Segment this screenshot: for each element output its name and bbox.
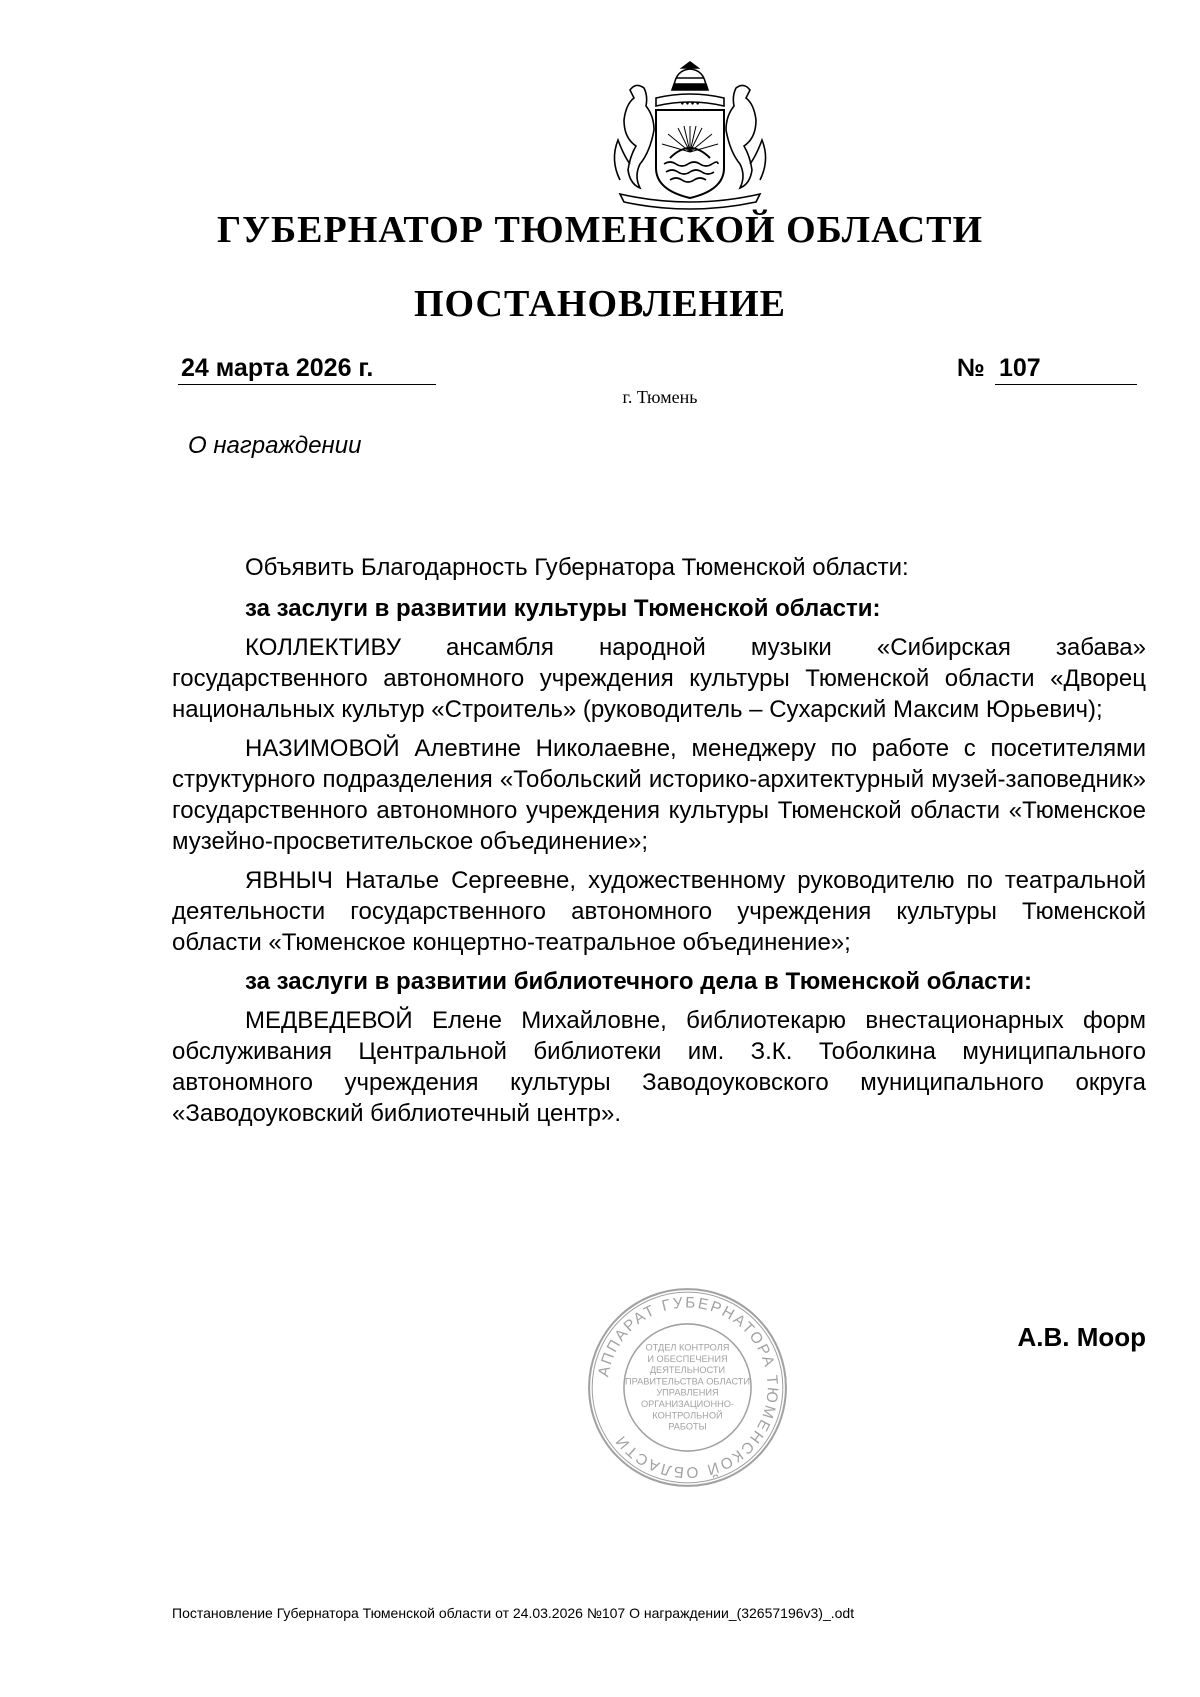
document-number bbox=[957, 352, 1141, 385]
section-heading-culture: за заслуги в развитии культуры Тюменской области: bbox=[245, 595, 881, 622]
svg-text:ДЕЯТЕЛЬНОСТИ: ДЕЯТЕЛЬНОСТИ bbox=[649, 1365, 726, 1376]
file-footer: Постановление Губернатора Тюменской области от 24.03.2026 №107 О награждении_(32657196v3)_.odt bbox=[172, 1605, 855, 1621]
svg-text:ОТДЕЛ КОНТРОЛЯ: ОТДЕЛ КОНТРОЛЯ bbox=[645, 1342, 730, 1353]
number-value: 107 bbox=[995, 352, 1137, 385]
award-item: НАЗИМОВОЙ Алевтине Николаевне, менеджеру по работе с посетителями структурного подразделения «Тобольский историко-архитектурный музей-заповедник» государственного автономного учреждения культуры Тюменской области «Тюменское музейно-просветительское объединение»; bbox=[172, 735, 1146, 855]
date-value: 24 марта 2026 г. bbox=[181, 354, 374, 382]
svg-text:АППАРАТ ГУБЕРНАТОРА ТЮМЕНСКОЙ: АППАРАТ ГУБЕРНАТОРА ТЮМЕНСКОЙ ОБЛАСТИ bbox=[595, 1294, 781, 1481]
signatory-name: А.В. Моор bbox=[1017, 1322, 1146, 1352]
number-label: № bbox=[957, 354, 985, 382]
document-date bbox=[178, 352, 436, 385]
svg-text:И ОБЕСПЕЧЕНИЯ: И ОБЕСПЕЧЕНИЯ bbox=[647, 1353, 728, 1364]
svg-text:● ● ● ●: ● ● ● ● bbox=[680, 101, 700, 107]
svg-text:РАБОТЫ: РАБОТЫ bbox=[668, 1421, 707, 1432]
section-heading-library: за заслуги в развитии библиотечного дела в Тюменской области: bbox=[245, 968, 1033, 995]
city: г. Тюмень bbox=[622, 387, 698, 407]
award-item: КОЛЛЕКТИВУ ансамбля народной музыки «Сибирская забава» государственного автономного учреждения культуры Тюменской области «Дворец национальных культур «Строитель» (руководитель – Сухарский Максим Юрьевич); bbox=[172, 634, 1146, 723]
svg-text:КОНТРОЛЬНОЙ: КОНТРОЛЬНОЙ bbox=[652, 1410, 723, 1421]
award-item: МЕДВЕДЕВОЙ Елене Михайловне, библиотекарю внестационарных форм обслуживания Центральной библиотеки им. З.К. Тоболкина муниципального автономного учреждения культуры Заводоуковского муниципального округа «Заводоуковский библиотечный центр». bbox=[172, 1007, 1146, 1127]
organization-title: ГУБЕРНАТОР ТЮМЕНСКОЙ ОБЛАСТИ bbox=[216, 209, 984, 251]
official-seal-icon bbox=[585, 1285, 790, 1490]
intro-paragraph: Объявить Благодарность Губернатора Тюменской области: bbox=[245, 554, 909, 581]
document-subject: О награждении bbox=[188, 432, 362, 459]
svg-text:ПРАВИТЕЛЬСТВА ОБЛАСТИ: ПРАВИТЕЛЬСТВА ОБЛАСТИ bbox=[624, 1376, 751, 1387]
svg-text:ОРГАНИЗАЦИОННО-: ОРГАНИЗАЦИОННО- bbox=[640, 1398, 735, 1409]
award-item: ЯВНЫЧ Наталье Сергеевне, художественному руководителю по театральной деятельности государственного автономного учреждения культуры Тюменской области «Тюменское концертно-театральное объединение»; bbox=[172, 867, 1146, 956]
coat-of-arms-icon bbox=[590, 60, 790, 210]
document-body bbox=[172, 552, 1146, 1137]
svg-text:УПРАВЛЕНИЯ: УПРАВЛЕНИЯ bbox=[656, 1387, 719, 1398]
document-type: ПОСТАНОВЛЕНИЕ bbox=[413, 283, 787, 325]
